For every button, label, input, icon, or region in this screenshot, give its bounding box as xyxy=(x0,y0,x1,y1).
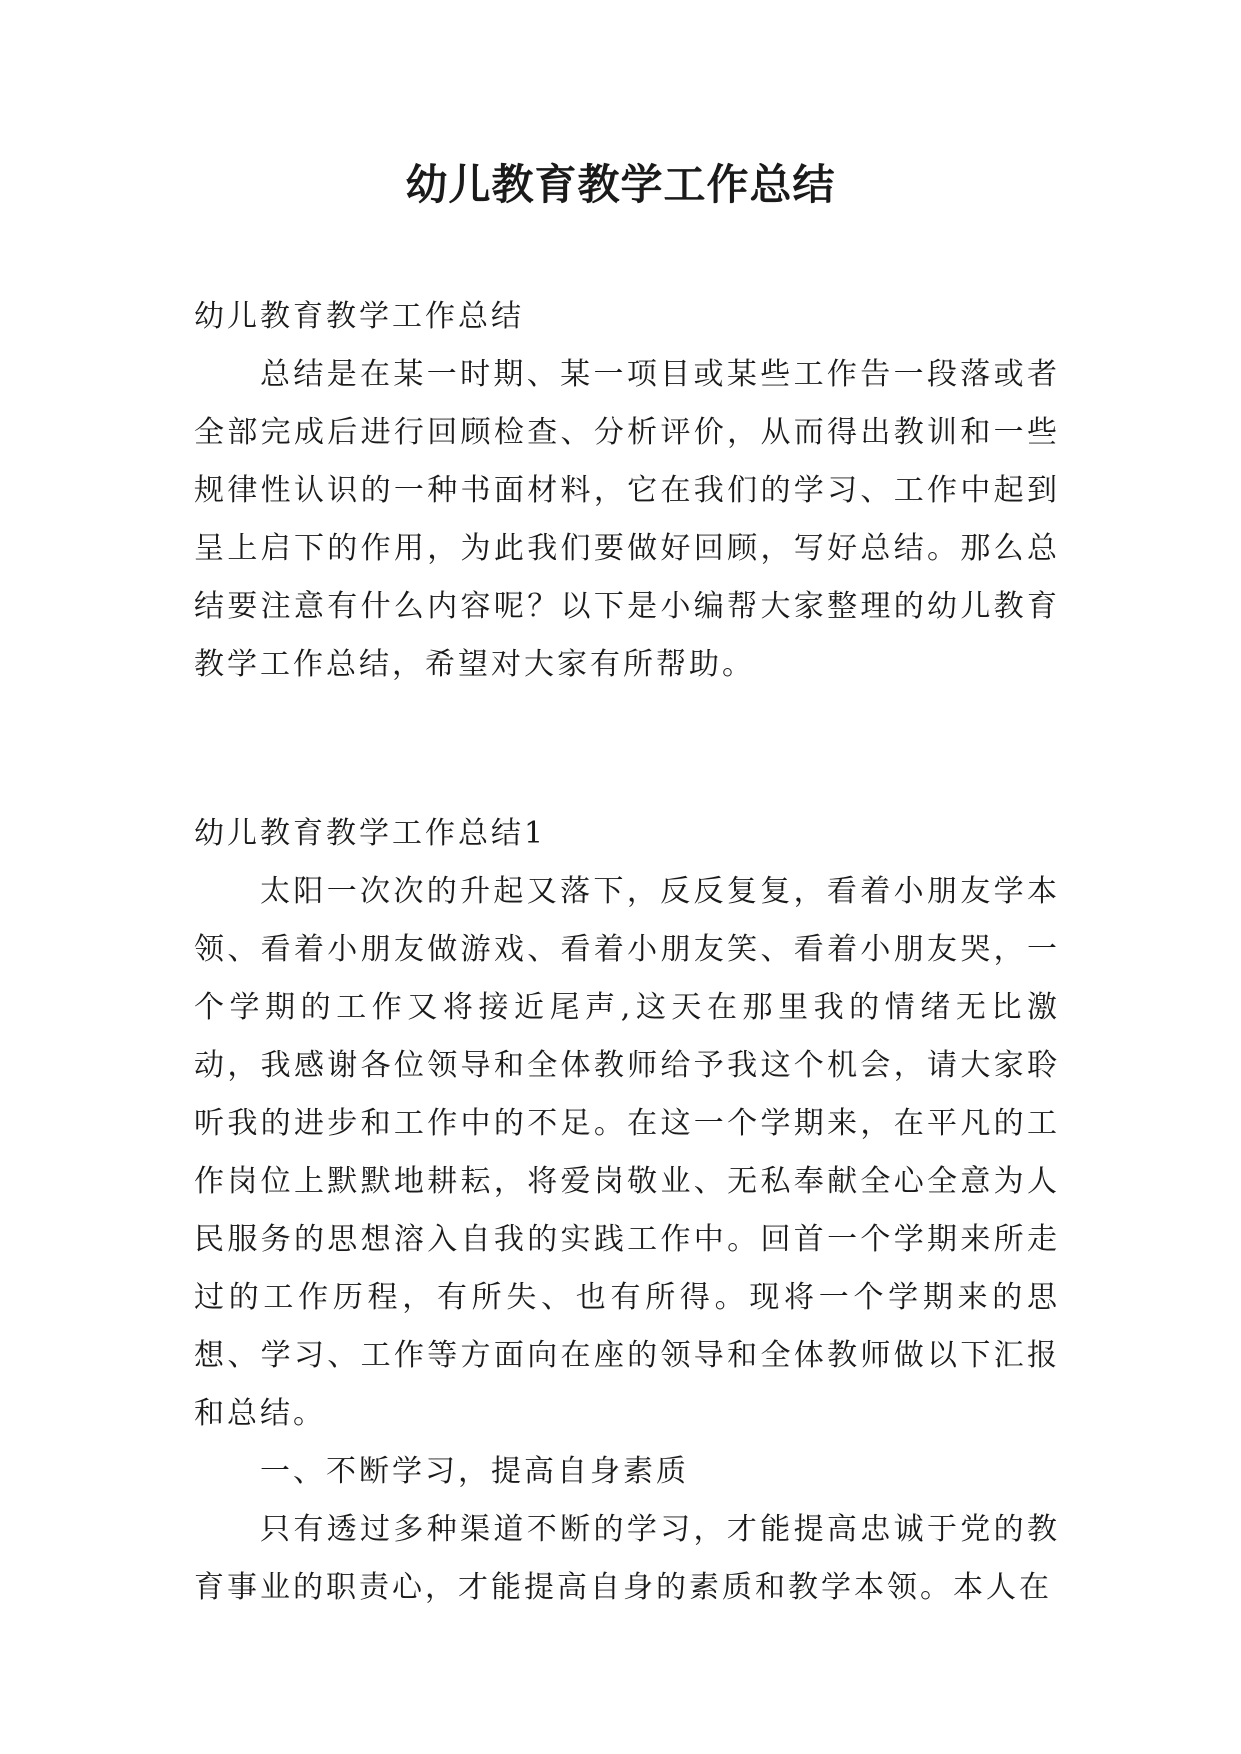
summary-1-heading: 幼儿教育教学工作总结1 xyxy=(194,816,547,851)
intro-heading: 幼儿教育教学工作总结 xyxy=(194,299,524,334)
intro-section xyxy=(194,288,1060,694)
summary-1-paragraph-2: 只有透过多种渠道不断的学习，才能提高忠诚于党的教育事业的职责心，才能提高自身的素质和教学本领。本人在 xyxy=(194,1512,1060,1605)
document-title: 幼儿教育教学工作总结 xyxy=(405,160,836,209)
section-heading-continuous-learning: 一、不断学习，提高自身素质 xyxy=(260,1454,689,1489)
summary-1-section xyxy=(194,805,1060,1617)
intro-paragraph: 总结是在某一时期、某一项目或某些工作告一段落或者全部完成后进行回顾检查、分析评价，从而得出教训和一些规律性认识的一种书面材料，它在我们的学习、工作中起到呈上启下的作用，为此我们要做好回顾，写好总结。那么总结要注意有什么内容呢？以下是小编帮大家整理的幼儿教育教学工作总结，希望对大家有所帮助。 xyxy=(194,357,1060,682)
summary-1-paragraph-1: 太阳一次次的升起又落下，反反复复，看着小朋友学本领、看着小朋友做游戏、看着小朋友笑、看着小朋友哭，一个学期的工作又将接近尾声,这天在那里我的情绪无比激动，我感谢各位领导和全体教师给予我这个机会，请大家聆听我的进步和工作中的不足。在这一个学期来，在平凡的工作岗位上默默地耕耘，将爱岗敬业、无私奉献全心全意为人民服务的思想溶入自我的实践工作中。回首一个学期来所走过的工作历程，有所失、也有所得。现将一个学期来的思想、学习、工作等方面向在座的领导和全体教师做以下汇报和总结。 xyxy=(194,874,1060,1431)
